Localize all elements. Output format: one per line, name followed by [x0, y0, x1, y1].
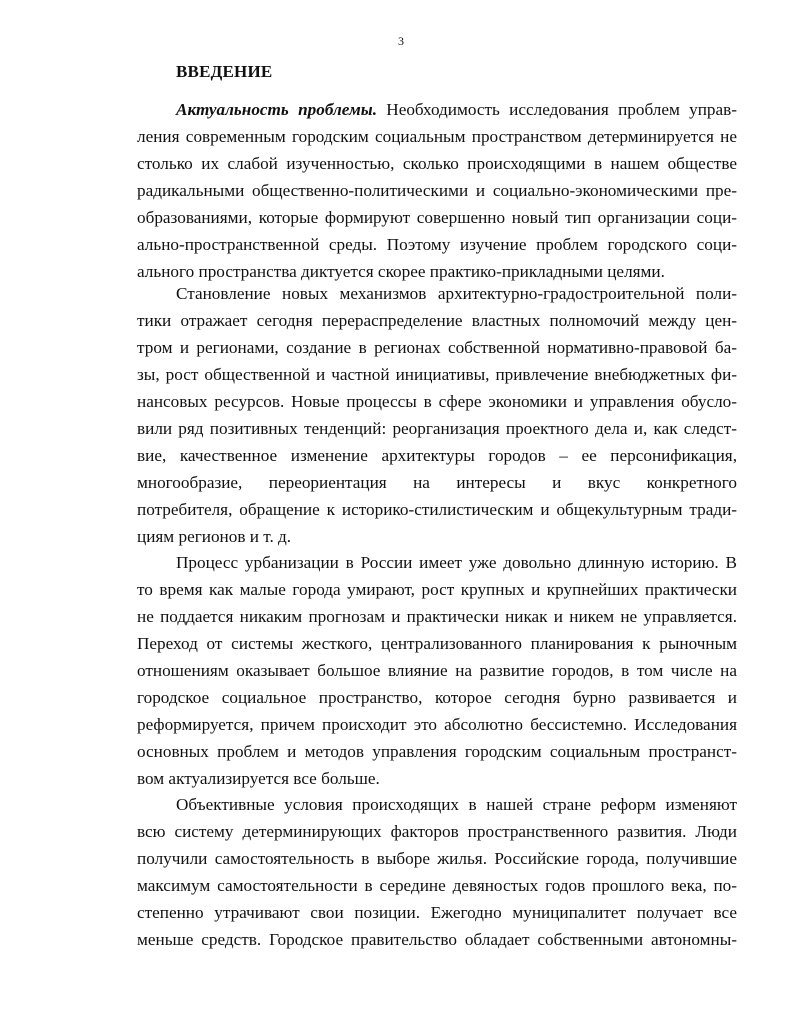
paragraph-line: радикальными общественно-политическими и социально-экономическими пре-: [137, 181, 737, 200]
paragraph-line: тром и регионами, создание в регионах собственной нормативно-правовой ба-: [137, 338, 737, 357]
paragraph-line: получили самостоятельность в выборе жилья. Российские города, получившие: [137, 849, 737, 868]
paragraph-line: не поддается никаким прогнозам и практически никак и никем не управляется.: [137, 607, 737, 626]
section-heading: ВВЕДЕНИЕ: [176, 62, 273, 81]
paragraph-line: многообразие, переориентация на интересы и вкус конкретного: [137, 473, 737, 492]
paragraph-line: циям регионов и т. д.: [137, 527, 292, 546]
paragraph-line: вом актуализируется все больше.: [137, 769, 380, 788]
paragraph-line: меньше средств. Городское правительство обладает собственными автономны-: [137, 930, 737, 949]
paragraph-line: столько их слабой изученностью, сколько происходящими в нашем обществе: [137, 154, 737, 173]
paragraph-line: городское социальное пространство, которое сегодня бурно развивается и: [137, 688, 737, 707]
paragraph-line: Процесс урбанизации в России имеет уже довольно длинную историю. В: [176, 553, 737, 572]
paragraph-line: ально-пространственной среды. Поэтому изучение проблем городского соци-: [137, 235, 737, 254]
paragraph-line: Становление новых механизмов архитектурно-градостроительной поли-: [176, 284, 737, 303]
paragraph-line: образованиями, которые формируют совершенно новый тип организации соци-: [137, 208, 737, 227]
paragraph-line: максимум самостоятельности в середине девяностых годов прошлого века, по-: [137, 876, 737, 895]
paragraph-line: потребителя, обращение к историко-стилистическим и общекультурным тради-: [137, 500, 737, 519]
paragraph-line: ления современным городским социальным пространством детерминируется не: [137, 127, 737, 146]
paragraph-line: зы, рост общественной и частной инициативы, привлечение внебюджетных фи-: [137, 365, 737, 384]
paragraph-line: Актуальность проблемы. Необходимость исследования проблем управ-: [176, 100, 737, 119]
paragraph-line: тики отражает сегодня перераспределение властных полномочий между цен-: [137, 311, 737, 330]
paragraph-line: степенно утрачивают свои позиции. Ежегодно муниципалитет получает все: [137, 903, 737, 922]
paragraph-line: ального пространства диктуется скорее практико-прикладными целями.: [137, 262, 665, 281]
paragraph-line: реформируется, причем происходит это абсолютно бессистемно. Исследования: [137, 715, 737, 734]
paragraph-line: отношениям оказывает большое влияние на развитие городов, в том числе на: [137, 661, 737, 680]
paragraph-line: вие, качественное изменение архитектуры городов – ее персонификация,: [137, 446, 737, 465]
paragraph-line: всю систему детерминирующих факторов пространственного развития. Люди: [137, 822, 737, 841]
paragraph-line: Переход от системы жесткого, централизованного планирования к рыночным: [137, 634, 737, 653]
paragraph-line: Объективные условия происходящих в нашей стране реформ изменяют: [176, 795, 737, 814]
paragraph-line: вили ряд позитивных тенденций: реорганизация проектного дела и, как следст-: [137, 419, 737, 438]
lead-label: Актуальность проблемы.: [176, 100, 377, 119]
page-number: 3: [398, 34, 404, 48]
paragraph-line: то время как малые города умирают, рост крупных и крупнейших практически: [137, 580, 737, 599]
paragraph-line: нансовых ресурсов. Новые процессы в сфере экономики и управления обусло-: [137, 392, 737, 411]
paragraph-line: основных проблем и методов управления городским социальным пространст-: [137, 742, 737, 761]
